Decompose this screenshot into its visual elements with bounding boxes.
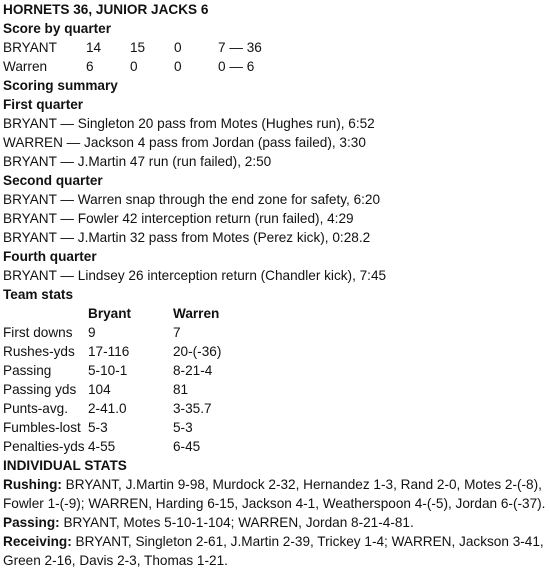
score-by-quarter-heading: Score by quarter — [3, 21, 112, 36]
team-stats-row — [3, 399, 547, 418]
team-stats-heading: Team stats — [3, 287, 74, 302]
stat-bryant: 5-10-1 — [88, 363, 128, 378]
stat-label: Penalties-yds — [3, 439, 85, 454]
team-stats-col-bryant: Bryant — [88, 306, 132, 321]
scoring-play: BRYANT — J.Martin 47 run (run failed), 2:50 — [3, 154, 272, 169]
scoring-play: BRYANT — Warren snap through the end zone for safety, 6:20 — [3, 192, 381, 207]
headline: HORNETS 36, JUNIOR JACKS 6 — [3, 2, 209, 17]
scoring-play: BRYANT — Singleton 20 pass from Motes (Hughes run), 6:52 — [3, 116, 375, 131]
individual-stats-heading: INDIVIDUAL STATS — [3, 458, 127, 473]
rushing-paragraph — [3, 475, 547, 513]
stat-bryant: 2-41.0 — [88, 401, 127, 416]
quarter-heading-second: Second quarter — [3, 173, 103, 188]
team-stats-row — [3, 342, 547, 361]
team-stats-row — [3, 418, 547, 437]
stat-bryant: 104 — [88, 382, 111, 397]
rushing-text: BRYANT, J.Martin 9-98, Murdock 2-32, Hernandez 1-3, Rand 2-0, Motes 2-(-8), Fowler 1-(-9); WARREN, Harding 6-15, Jackson 4-1, Weatherspoon 4-(-5), Jordan 6-(-37). — [3, 477, 546, 511]
stat-label: Punts-avg. — [3, 401, 68, 416]
stat-warren: 7 — [173, 325, 181, 340]
boxscore-article — [3, 0, 547, 570]
receiving-label: Receiving: — [3, 534, 72, 549]
stat-label: Passing — [3, 363, 52, 378]
stat-warren: 20-(-36) — [173, 344, 222, 359]
scoring-play: BRYANT — Lindsey 26 interception return (Chandler kick), 7:45 — [3, 268, 387, 283]
scoring-play: BRYANT — Fowler 42 interception return (run failed), 4:29 — [3, 211, 354, 226]
passing-paragraph — [3, 513, 547, 532]
score-row-warren — [3, 57, 547, 76]
score-team: Warren — [3, 59, 48, 74]
team-stats-row — [3, 437, 547, 456]
stat-warren: 3-35.7 — [173, 401, 212, 416]
stat-label: Passing yds — [3, 382, 77, 397]
score-row-bryant — [3, 38, 547, 57]
score-q4-total: 0 — 6 — [218, 59, 255, 74]
quarter-heading-first: First quarter — [3, 97, 84, 112]
score-q2: 0 — [130, 59, 138, 74]
score-q4-total: 7 — 36 — [218, 40, 262, 55]
quarter-heading-fourth: Fourth quarter — [3, 249, 97, 264]
team-stats-header-row — [3, 304, 547, 323]
stat-warren: 81 — [173, 382, 189, 397]
score-q2: 15 — [130, 40, 146, 55]
stat-label: Rushes-yds — [3, 344, 75, 359]
score-team: BRYANT — [3, 40, 57, 55]
receiving-text: BRYANT, Singleton 2-61, J.Martin 2-39, Trickey 1-4; WARREN, Jackson 3-41, Green 2-16, Davis 2-3, Thomas 1-21. — [3, 534, 544, 568]
scoring-summary-heading: Scoring summary — [3, 78, 118, 93]
score-q3: 0 — [174, 40, 182, 55]
stat-label: First downs — [3, 325, 73, 340]
team-stats-row — [3, 323, 547, 342]
stat-bryant: 17-116 — [88, 344, 130, 359]
stat-warren: 8-21-4 — [173, 363, 213, 378]
stat-warren: 6-45 — [173, 439, 201, 454]
stat-label: Fumbles-lost — [3, 420, 81, 435]
team-stats-row — [3, 361, 547, 380]
scoring-play: WARREN — Jackson 4 pass from Jordan (pass failed), 3:30 — [3, 135, 366, 150]
score-q3: 0 — [174, 59, 182, 74]
score-q1: 6 — [86, 59, 94, 74]
stat-warren: 5-3 — [173, 420, 193, 435]
rushing-label: Rushing: — [3, 477, 62, 492]
passing-label: Passing: — [3, 515, 60, 530]
score-q1: 14 — [86, 40, 102, 55]
scoring-play: BRYANT — J.Martin 32 pass from Motes (Perez kick), 0:28.2 — [3, 230, 371, 245]
stat-bryant: 9 — [88, 325, 96, 340]
team-stats-col-warren: Warren — [173, 306, 220, 321]
team-stats-row — [3, 380, 547, 399]
stat-bryant: 4-55 — [88, 439, 116, 454]
stat-bryant: 5-3 — [88, 420, 108, 435]
passing-text: BRYANT, Motes 5-10-1-104; WARREN, Jordan 8-21-4-81. — [59, 515, 414, 530]
receiving-paragraph — [3, 532, 547, 570]
